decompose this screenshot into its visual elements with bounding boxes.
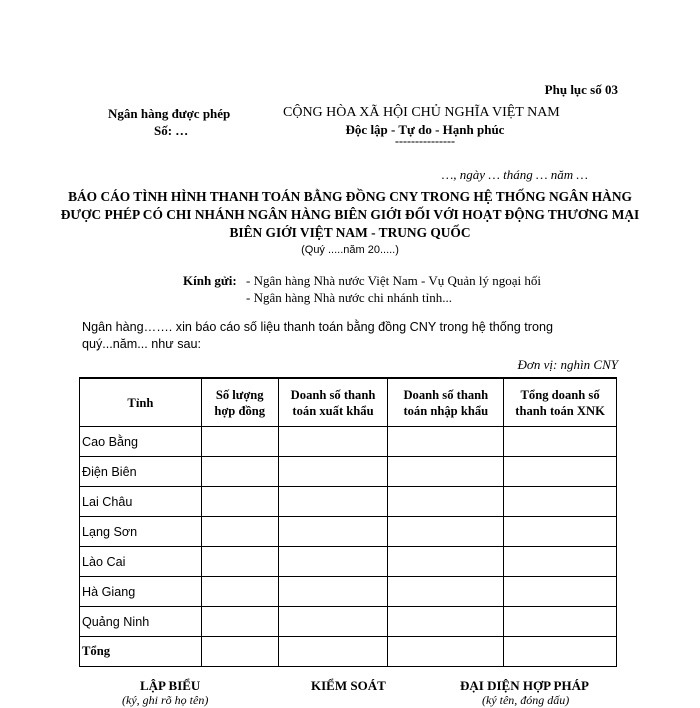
table-cell[interactable] xyxy=(201,577,278,607)
national-motto: Độc lập - Tự do - Hạnh phúc xyxy=(345,122,505,137)
table-cell[interactable] xyxy=(201,547,278,577)
province-name: Lào Cai xyxy=(80,547,202,577)
table-cell[interactable] xyxy=(504,517,617,547)
table-cell[interactable] xyxy=(278,457,388,487)
table-cell[interactable] xyxy=(201,427,278,457)
table-cell[interactable] xyxy=(388,457,504,487)
report-period: (Quý .....năm 20.....) xyxy=(301,244,399,256)
province-name: Cao Bằng xyxy=(80,427,202,457)
signature-prepared: LẬP BIỂU xyxy=(140,678,201,693)
intro-paragraph: Ngân hàng……. xin báo cáo số liệu thanh toán bằng đồng CNY trong hệ thống trong quý...năm... như sau: xyxy=(82,320,553,351)
column-header: Doanh số thanh toán xuất khẩu xyxy=(278,378,388,427)
table-cell[interactable] xyxy=(388,517,504,547)
table-cell[interactable] xyxy=(504,547,617,577)
column-header: Tỉnh xyxy=(80,378,202,427)
table-cell[interactable] xyxy=(278,487,388,517)
column-header: Tổng doanh số thanh toán XNK xyxy=(504,378,617,427)
appendix-label: Phụ lục số 03 xyxy=(544,82,618,97)
recipient-1: - Ngân hàng Nhà nước Việt Nam - Vụ Quản lý ngoại hối xyxy=(246,273,541,288)
province-name: Lai Châu xyxy=(80,487,202,517)
table-cell[interactable] xyxy=(504,637,617,667)
table-row xyxy=(80,487,617,517)
total-label: Tổng xyxy=(80,637,202,667)
table-cell[interactable] xyxy=(504,427,617,457)
date-line: …, ngày … tháng … năm … xyxy=(441,167,588,182)
table-cell[interactable] xyxy=(504,607,617,637)
report-table xyxy=(79,377,617,667)
table-cell[interactable] xyxy=(504,487,617,517)
signature-control: KIỂM SOÁT xyxy=(311,678,386,693)
table-cell[interactable] xyxy=(278,637,388,667)
table-cell[interactable] xyxy=(278,427,388,457)
table-header-row xyxy=(80,378,617,427)
table-cell[interactable] xyxy=(278,577,388,607)
recipient-2: - Ngân hàng Nhà nước chi nhánh tỉnh... xyxy=(246,290,452,305)
signature-representative-note: (ký tên, đóng dấu) xyxy=(482,693,570,707)
unit-label: Đơn vị: nghìn CNY xyxy=(517,357,618,372)
province-name: Điện Biên xyxy=(80,457,202,487)
table-total-row xyxy=(80,637,617,667)
table-cell[interactable] xyxy=(388,487,504,517)
table-cell[interactable] xyxy=(201,487,278,517)
province-name: Hà Giang xyxy=(80,577,202,607)
signature-representative: ĐẠI DIỆN HỢP PHÁP xyxy=(460,678,589,693)
bank-name: Ngân hàng được phép xyxy=(108,106,231,121)
table-cell[interactable] xyxy=(388,577,504,607)
table-cell[interactable] xyxy=(388,547,504,577)
table-cell[interactable] xyxy=(278,607,388,637)
country-name: CỘNG HÒA XÃ HỘI CHỦ NGHĨA VIỆT NAM xyxy=(283,105,560,120)
province-name: Quảng Ninh xyxy=(80,607,202,637)
table-cell[interactable] xyxy=(201,607,278,637)
table-cell[interactable] xyxy=(278,547,388,577)
table-row xyxy=(80,577,617,607)
table-row xyxy=(80,607,617,637)
table-cell[interactable] xyxy=(388,607,504,637)
table-cell[interactable] xyxy=(504,577,617,607)
table-cell[interactable] xyxy=(278,517,388,547)
province-name: Lạng Sơn xyxy=(80,517,202,547)
table-row xyxy=(80,547,617,577)
table-cell[interactable] xyxy=(201,457,278,487)
table-cell[interactable] xyxy=(388,427,504,457)
table-cell[interactable] xyxy=(504,457,617,487)
table-cell[interactable] xyxy=(201,517,278,547)
column-header: Số lượng hợp đồng xyxy=(201,378,278,427)
recipients-label: Kính gửi: xyxy=(183,273,237,288)
signature-prepared-note: (ký, ghi rõ họ tên) xyxy=(122,693,209,707)
motto-underline: --------------- xyxy=(395,134,455,148)
document-number: Số: … xyxy=(154,123,189,138)
report-title: BÁO CÁO TÌNH HÌNH THANH TOÁN BẰNG ĐỒNG CNY TRONG HỆ THỐNG NGÂN HÀNG ĐƯỢC PHÉP CÓ CHI NHÁNH NGÂN HÀNG BIÊN GIỚI ĐỐI VỚI HOẠT ĐỘNG THƯƠNG MẠI BIÊN GIỚI VIỆT NAM - TRUNG QUỐC xyxy=(60,189,640,240)
table-row xyxy=(80,457,617,487)
table-row xyxy=(80,517,617,547)
table-cell[interactable] xyxy=(388,637,504,667)
column-header: Doanh số thanh toán nhập khẩu xyxy=(388,378,504,427)
table-cell[interactable] xyxy=(201,637,278,667)
table-row xyxy=(80,427,617,457)
